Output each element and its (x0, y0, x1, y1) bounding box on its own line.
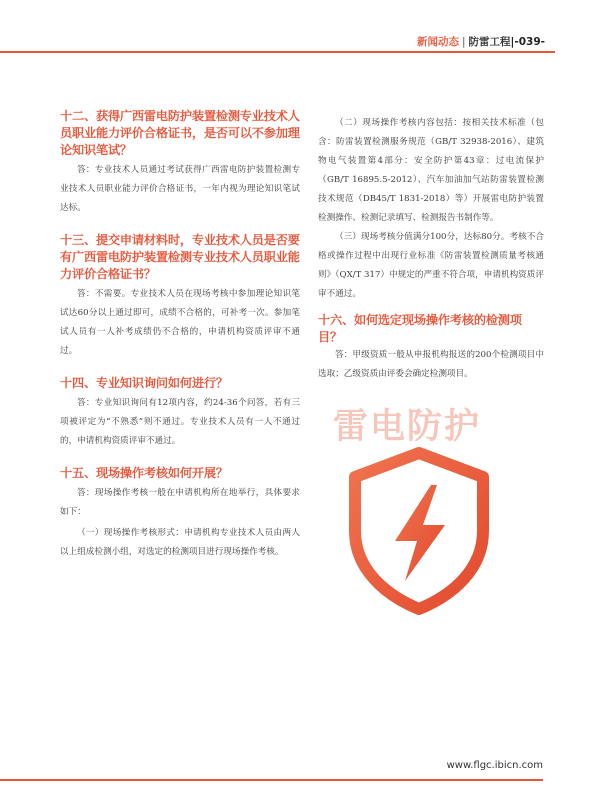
footer-url: www.flgc.ibicn.com (446, 760, 543, 771)
magazine-name: 防雷工程 (468, 36, 511, 48)
lightning-shield-icon (345, 445, 493, 615)
qa-block-14 (60, 375, 300, 451)
right-column (318, 114, 544, 384)
watermark-title: 雷电防护 (333, 407, 482, 447)
question-heading: 十二、获得广西雷电防护装置检测专业技术人员职业能力评价合格证书，是否可以不参加理论知识笔试？ (60, 109, 300, 157)
question-heading: 十三、提交申请材料时，专业技术人员是否要有广西雷电防护装置检测专业技术人员职业能力评价合格证书？ (60, 233, 300, 281)
left-column (60, 108, 300, 576)
qa-block-12 (60, 108, 300, 218)
answer-text: 答：不需要。专业技术人员在现场考核中参加理论知识笔试达60分以上通过即可，成绩不合格的，可补考一次。参加笔试人员有一人补考成绩仍不合格的，申请机构资质评审不通过。 (60, 289, 300, 356)
header-rule (0, 51, 555, 53)
qa-block-15 (60, 465, 300, 562)
qa-block-13 (60, 232, 300, 361)
header-separator: | (461, 36, 466, 48)
answer-text: 答：现场操作考核一般在申请机构所在地举行，具体要求如下： (60, 488, 300, 517)
exam-content-paragraph: （二）现场操作考核内容包括：按相关技术标准（包含：防雷装置检测服务规范（GB/T 32938-2016）、建筑物电气装置第4部分：安全防护第43章：过电流保护（GB/T 16895.5-2012）、汽车加油加气站防雷装置检测技术规范（DB45/T 1831-2018）等）开展雷电防护装置检测操作、检测记录填写、检测报告书制作等。 (318, 118, 544, 223)
question-heading: 十五、现场操作考核如何开展？ (60, 466, 228, 480)
page-number: |-039- (510, 36, 545, 48)
answer-text: 答：甲级资质一般从申报机构报送的200个检测项目中选取；乙级资质由评委会确定检测项目。 (318, 350, 544, 379)
answer-text: 答：专业知识询问有12项内容，约24-36个问答，若有三项被评定为“不熟悉”则不通过。专业技术人员有一人不通过的，申请机构资质评审不通过。 (60, 398, 300, 446)
answer-text-continued: （一）现场操作考核形式：申请机构专业技术人员由两人以上组成检测小组，对选定的检测项目进行现场操作考核。 (60, 528, 300, 557)
answer-text: 答：专业技术人员通过考试获得广西雷电防护装置检测专业技术人员职业能力评价合格证书，一年内视为理论知识笔试达标。 (60, 165, 300, 213)
running-head (417, 34, 545, 49)
footer-rule (0, 779, 543, 781)
question-heading: 十六、如何选定现场操作考核的检测项目？ (318, 313, 522, 344)
section-name: 新闻动态 (416, 36, 459, 48)
question-heading: 十四、专业知识询问如何进行？ (60, 376, 228, 390)
exam-score-paragraph: （三）现场考核分值满分100分，达标80分。考核不合格或操作过程中出现行业标准《防雷装置检测质量考核通则》（QX/T 317）中规定的严重不符合项，申请机构资质评审不通过。 (318, 232, 544, 299)
